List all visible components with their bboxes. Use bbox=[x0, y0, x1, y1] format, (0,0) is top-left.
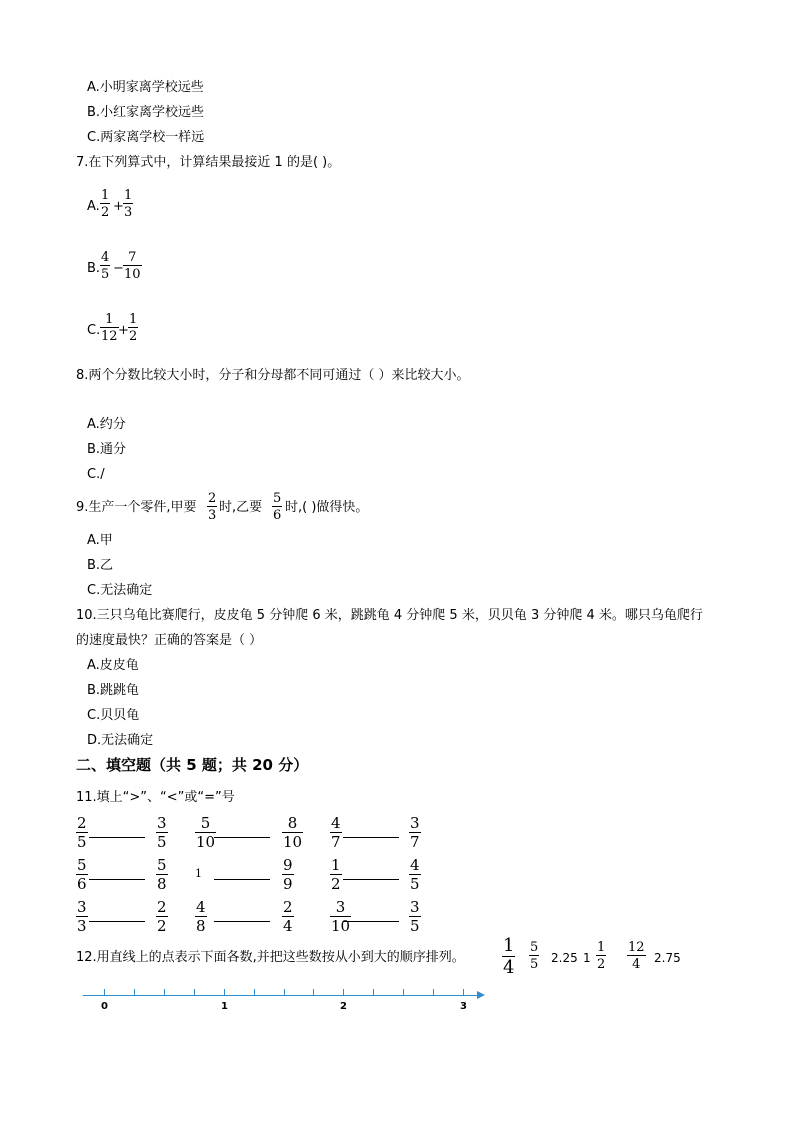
q11-left-number: 3 3 bbox=[77, 898, 87, 935]
number-line-major-tick bbox=[224, 989, 225, 996]
number-line-tick-label: 1 bbox=[221, 1001, 228, 1012]
q10-option-d: D.无法确定 bbox=[87, 733, 154, 748]
q7-a-operator: + bbox=[113, 199, 124, 214]
q10-stem-line1: 10.三只乌龟比赛爬行，皮皮龟 5 分钟爬 6 米，跳跳龟 4 分钟爬 5 米，贝贝龟 3 分钟爬 4 米。哪只乌龟爬行 bbox=[76, 608, 703, 623]
q11-right-number: 4 5 bbox=[410, 856, 420, 893]
q7-a-fraction-2: 1 3 bbox=[124, 188, 133, 220]
q7-stem: 7.在下列算式中，计算结果最接近 1 的是( )。 bbox=[76, 155, 341, 170]
q11-stem: 11.填上“>”、“<”或“=”号 bbox=[76, 790, 235, 805]
q9-option-a: A.甲 bbox=[87, 533, 113, 548]
number-line-minor-tick bbox=[284, 989, 285, 995]
number-line-minor-tick bbox=[313, 989, 314, 995]
number-line-minor-tick bbox=[194, 989, 195, 995]
q12-number-5: 12 4 bbox=[628, 940, 645, 972]
q7-b-operator: − bbox=[113, 261, 124, 276]
q9-fraction-yi: 5 6 bbox=[273, 491, 282, 523]
q9-fraction-jia: 2 3 bbox=[208, 491, 217, 523]
number-line-minor-tick bbox=[134, 989, 135, 995]
q11-answer-blank[interactable] bbox=[89, 879, 145, 880]
q10-option-c: C.贝贝龟 bbox=[87, 708, 140, 723]
q11-left-number: 5 6 bbox=[77, 856, 87, 893]
number-line-tick-label: 3 bbox=[460, 1001, 467, 1012]
q12-number-4-fraction: 1 2 bbox=[597, 940, 606, 972]
number-line-minor-tick bbox=[373, 989, 374, 995]
q12-stem: 12.用直线上的点表示下面各数,并把这些数按从小到大的顺序排列。 bbox=[76, 950, 465, 965]
q11-left-number: 5 10 bbox=[196, 814, 216, 851]
q7-option-a-prefix: A. bbox=[87, 199, 100, 214]
number-line-minor-tick bbox=[164, 989, 165, 995]
q11-answer-blank[interactable] bbox=[343, 837, 399, 838]
q11-left-number: 1 2 bbox=[331, 856, 341, 893]
q11-left-number: 2 5 bbox=[77, 814, 87, 851]
q7-option-b-prefix: B. bbox=[87, 261, 101, 276]
q7-b-fraction-2: 7 10 bbox=[124, 250, 141, 282]
q9-option-c: C.无法确定 bbox=[87, 583, 153, 598]
q7-a-fraction-1: 1 2 bbox=[101, 188, 110, 220]
q8-option-a: A.约分 bbox=[87, 417, 126, 432]
number-line-tick-label: 0 bbox=[101, 1001, 108, 1012]
q11-right-number: 3 5 bbox=[157, 814, 167, 851]
q8-option-c: C./ bbox=[87, 467, 105, 482]
q7-c-operator: + bbox=[118, 323, 129, 338]
q6-option-c: C.两家离学校一样远 bbox=[87, 130, 205, 145]
q7-c-fraction-2: 1 2 bbox=[129, 312, 138, 344]
q9-option-b: B.乙 bbox=[87, 558, 114, 573]
q11-left-number: 3 10 bbox=[331, 898, 351, 935]
number-line-minor-tick bbox=[433, 989, 434, 995]
q11-answer-blank[interactable] bbox=[214, 921, 270, 922]
number-line-tick-label: 2 bbox=[340, 1001, 347, 1012]
q12-number-4-whole: 1 bbox=[583, 951, 591, 965]
q9-stem-part1: 9.生产一个零件,甲要 bbox=[76, 500, 197, 515]
q11-right-number: 9 9 bbox=[283, 856, 293, 893]
q8-stem: 8.两个分数比较大小时，分子和分母都不同可通过（ ）来比较大小。 bbox=[76, 368, 470, 383]
q11-left-number: 4 7 bbox=[331, 814, 341, 851]
q11-answer-blank[interactable] bbox=[214, 837, 270, 838]
q11-right-number: 2 4 bbox=[283, 898, 293, 935]
q12-number-3: 2.25 bbox=[551, 951, 578, 965]
q11-right-number: 3 7 bbox=[410, 814, 420, 851]
q8-option-b: B.通分 bbox=[87, 442, 127, 457]
q12-number-2: 5 5 bbox=[530, 940, 539, 972]
q11-right-number: 5 8 bbox=[157, 856, 167, 893]
q11-answer-blank[interactable] bbox=[89, 921, 145, 922]
q12-number-1: 1 4 bbox=[503, 935, 515, 978]
q10-option-a: A.皮皮龟 bbox=[87, 658, 139, 673]
q7-b-fraction-1: 4 5 bbox=[101, 250, 110, 282]
q9-stem-part3: 时,( )做得快。 bbox=[285, 500, 369, 515]
number-line-axis bbox=[83, 995, 478, 996]
number-line-major-tick bbox=[104, 989, 105, 996]
number-line-arrow bbox=[477, 991, 485, 999]
q11-right-number: 3 5 bbox=[410, 898, 420, 935]
q6-option-a: A.小明家离学校远些 bbox=[87, 80, 204, 95]
q11-right-number: 2 2 bbox=[157, 898, 167, 935]
q7-c-fraction-1: 1 12 bbox=[101, 312, 118, 344]
q9-stem-part2: 时,乙要 bbox=[219, 500, 263, 515]
q12-number-6: 2.75 bbox=[654, 951, 681, 965]
q10-option-b: B.跳跳龟 bbox=[87, 683, 140, 698]
q11-left-number: 1 bbox=[195, 867, 202, 880]
q11-right-number: 8 10 bbox=[283, 814, 303, 851]
q6-option-b: B.小红家离学校远些 bbox=[87, 105, 205, 120]
q11-answer-blank[interactable] bbox=[214, 879, 270, 880]
q10-stem-line2: 的速度最快？正确的答案是（ ） bbox=[76, 633, 263, 648]
number-line-major-tick bbox=[343, 989, 344, 996]
q7-option-c-prefix: C. bbox=[87, 323, 101, 338]
number-line-minor-tick bbox=[403, 989, 404, 995]
q11-answer-blank[interactable] bbox=[343, 921, 399, 922]
section-heading: 二、填空题（共 5 题；共 20 分） bbox=[76, 756, 309, 774]
q11-left-number: 4 8 bbox=[196, 898, 206, 935]
q11-answer-blank[interactable] bbox=[89, 837, 145, 838]
number-line-minor-tick bbox=[254, 989, 255, 995]
number-line-major-tick bbox=[463, 989, 464, 996]
q11-answer-blank[interactable] bbox=[343, 879, 399, 880]
